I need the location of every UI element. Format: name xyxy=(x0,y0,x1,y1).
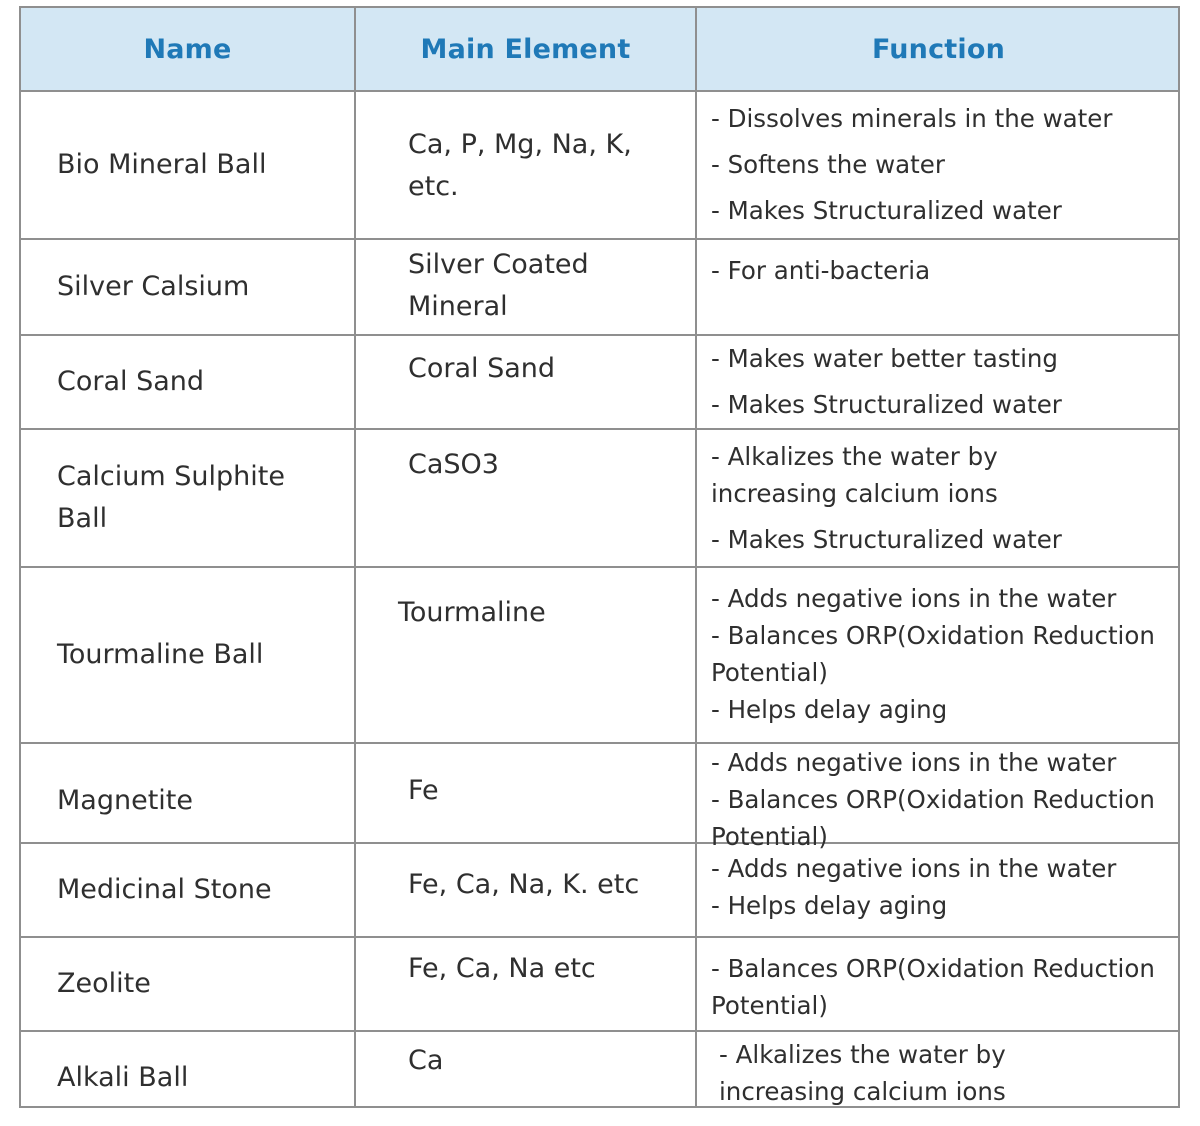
row-name-text: Magnetite xyxy=(57,785,193,816)
row-element xyxy=(356,568,695,742)
function-item: - Balances ORP(Oxidation Reduction Potential) xyxy=(711,785,1155,851)
row-functions xyxy=(697,240,1180,334)
row-element xyxy=(356,744,695,842)
row-name-text: Silver Calsium xyxy=(57,271,250,302)
table-row xyxy=(21,844,1178,938)
row-name xyxy=(21,1032,354,1108)
header-function: Function xyxy=(871,33,1006,65)
row-name xyxy=(21,336,354,428)
row-element xyxy=(356,336,695,428)
row-name xyxy=(21,240,354,334)
row-element-text: Ca, P, Mg, Na, K, etc. xyxy=(408,129,632,202)
row-element xyxy=(356,938,695,1030)
function-item: - Makes Structuralized water xyxy=(711,525,1062,554)
row-name-text: Tourmaline Ball xyxy=(57,639,264,670)
table-header xyxy=(21,8,1178,92)
function-item: - Softens the water xyxy=(711,150,945,179)
function-item: - Dissolves minerals in the water xyxy=(711,104,1113,133)
row-element-text: Ca xyxy=(408,1045,444,1076)
table-row xyxy=(21,430,1178,568)
row-functions xyxy=(697,938,1167,1030)
table-row xyxy=(21,1032,1178,1108)
header-name: Name xyxy=(143,33,232,65)
function-item: - Helps delay aging xyxy=(711,891,948,920)
row-element-text: CaSO3 xyxy=(408,449,499,480)
row-name xyxy=(21,938,354,1030)
row-name xyxy=(21,92,354,238)
row-element-text: Silver Coated Mineral xyxy=(408,249,589,322)
function-item: - Adds negative ions in the water xyxy=(711,748,1117,777)
row-name xyxy=(21,430,321,566)
function-item: - Balances ORP(Oxidation Reduction Potential) xyxy=(711,621,1155,687)
row-element-text: Fe xyxy=(408,775,439,806)
row-name xyxy=(21,744,354,842)
table-row xyxy=(21,336,1178,430)
row-name xyxy=(21,844,354,936)
row-name-text: Alkali Ball xyxy=(57,1062,189,1093)
row-functions xyxy=(697,744,1167,851)
row-element-text: Coral Sand xyxy=(408,353,556,384)
function-item: - Alkalizes the water by increasing calcium ions xyxy=(711,442,998,508)
row-functions xyxy=(697,92,1180,238)
row-element-text: Tourmaline xyxy=(398,597,546,628)
minerals-table xyxy=(19,6,1180,1108)
function-item: - Makes water better tasting xyxy=(711,344,1058,373)
row-element xyxy=(356,240,611,334)
row-name-text: Zeolite xyxy=(57,968,151,999)
row-functions xyxy=(697,336,1180,428)
row-element-text: Fe, Ca, Na, K. etc xyxy=(408,869,640,900)
function-item: - Adds negative ions in the water xyxy=(711,854,1117,883)
row-name-text: Calcium Sulphite Ball xyxy=(57,461,285,534)
row-functions xyxy=(697,844,1180,936)
row-functions xyxy=(697,568,1167,742)
row-element xyxy=(356,430,695,566)
row-element xyxy=(356,1032,695,1108)
row-name-text: Coral Sand xyxy=(57,366,205,397)
function-item: - Balances ORP(Oxidation Reduction Potential) xyxy=(711,954,1155,1020)
function-item: - Alkalizes the water by increasing calcium ions xyxy=(719,1040,1006,1106)
row-element xyxy=(356,92,656,238)
row-functions xyxy=(697,430,1127,566)
row-name xyxy=(21,568,354,742)
row-element xyxy=(356,844,695,936)
table-row xyxy=(21,938,1178,1032)
function-item: - Makes Structuralized water xyxy=(711,196,1062,225)
row-name-text: Medicinal Stone xyxy=(57,874,272,905)
header-main-element: Main Element xyxy=(420,33,631,65)
function-item: - Helps delay aging xyxy=(711,695,948,724)
function-item: - Adds negative ions in the water xyxy=(711,584,1117,613)
function-item: - Makes Structuralized water xyxy=(711,390,1062,419)
row-name-text: Bio Mineral Ball xyxy=(57,149,267,180)
table-row xyxy=(21,744,1178,851)
function-item: - For anti-bacteria xyxy=(711,256,931,285)
table-row xyxy=(21,240,1178,336)
table-row xyxy=(21,92,1178,240)
row-element-text: Fe, Ca, Na etc xyxy=(408,953,596,984)
table-row xyxy=(21,568,1178,744)
row-functions xyxy=(697,1032,1037,1108)
